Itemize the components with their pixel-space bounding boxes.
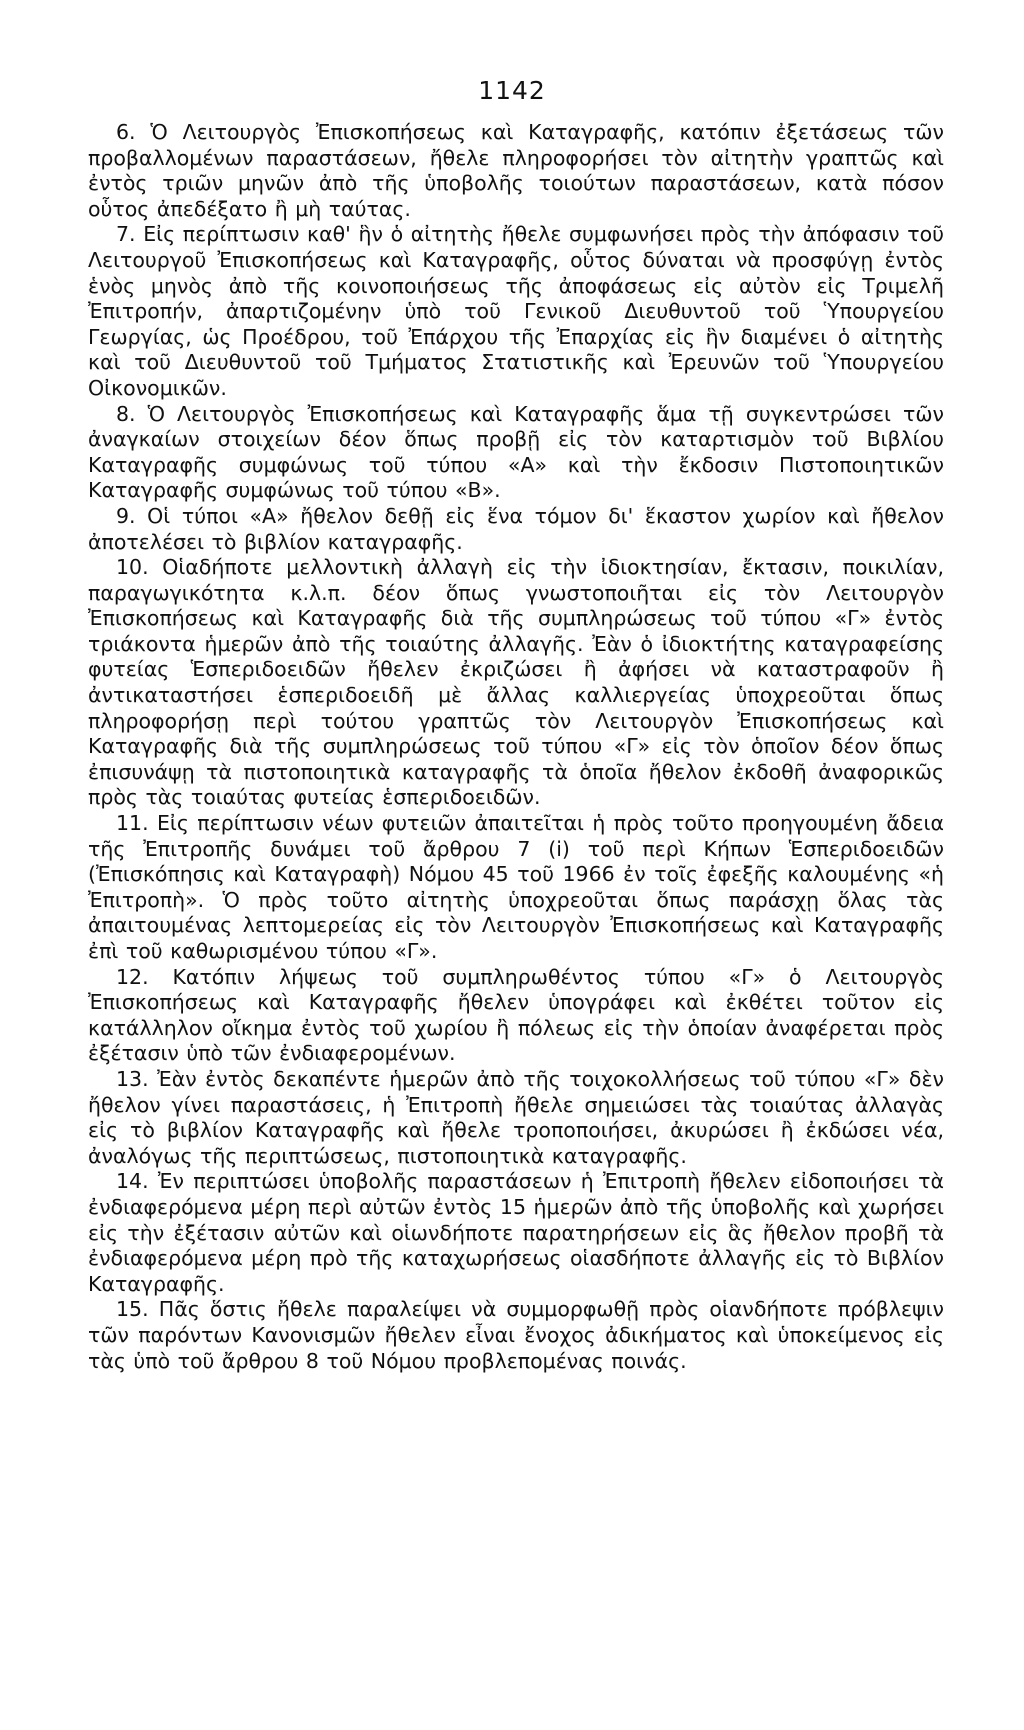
page-number: 1142 (478, 76, 546, 105)
paragraph-6: 6. Ὁ Λειτουργὸς Ἐπισκοπήσεως καὶ Καταγραφῆς, κατόπιν ἐξετάσεως τῶν προβαλλομένων παραστάσεων, ἤθελε πληροφορήσει τὸν αἰτητὴν γραπτῶς καὶ ἐντὸς τριῶν μηνῶν ἀπὸ τῆς ὑποβολῆς τοιούτων παραστάσεων, κατὰ πόσον οὗτος ἀπεδέξατο ἢ μὴ ταύτας. (88, 120, 944, 221)
paragraph-7: 7. Εἰς περίπτωσιν καθ' ἣν ὁ αἰτητὴς ἤθελε συμφωνήσει πρὸς τὴν ἀπόφασιν τοῦ Λειτουργοῦ Ἐπισκοπήσεως καὶ Καταγραφῆς, οὗτος δύναται νὰ προσφύγῃ ἐντὸς ἑνὸς μηνὸς ἀπὸ τῆς κοινοποιήσεως τῆς ἀποφάσεως εἰς αὐτὸν εἰς Τριμελῆ Ἐπιτροπήν, ἀπαρτιζομένην ὑπὸ τοῦ Γενικοῦ Διευθυντοῦ τοῦ Ὑπουργείου Γεωργίας, ὡς Προέδρου, τοῦ Ἐπάρχου τῆς Ἐπαρχίας εἰς ἣν διαμένει ὁ αἰτητὴς καὶ τοῦ Διευθυντοῦ τοῦ Τμήματος Στατιστικῆς καὶ Ἐρευνῶν τοῦ Ὑπουργείου Οἰκονομικῶν. (88, 222, 944, 400)
paragraph-9: 9. Οἱ τύποι «Α» ἤθελον δεθῇ εἰς ἕνα τόμον δι' ἕκαστον χωρίον καὶ ἤθελον ἀποτελέσει τὸ βιβλίον καταγραφῆς. (88, 503, 944, 554)
paragraph-11: 11. Εἰς περίπτωσιν νέων φυτειῶν ἀπαιτεῖται ἡ πρὸς τοῦτο προηγουμένη ἄδεια τῆς Ἐπιτροπῆς δυνάμει τοῦ ἄρθρου 7 (i) τοῦ περὶ Κήπων Ἑσπεριδοειδῶν (Ἐπισκόπησις καὶ Καταγραφὴ) Νόμου 45 τοῦ 1966 ἐν τοῖς ἐφεξῆς καλουμένης «ἡ Ἐπιτροπὴ». Ὁ πρὸς τοῦτο αἰτητὴς ὑποχρεοῦται ὅπως παράσχῃ ὅλας τὰς ἀπαιτουμένας λεπτομερείας εἰς τὸν Λειτουργὸν Ἐπισκοπήσεως καὶ Καταγραφῆς ἐπὶ τοῦ καθωρισμένου τύπου «Γ». (88, 811, 944, 963)
paragraph-14: 14. Ἐν περιπτώσει ὑποβολῆς παραστάσεων ἡ Ἐπιτροπὴ ἤθελεν εἰδοποιήσει τὰ ἐνδιαφερόμενα μέρη περὶ αὐτῶν ἐντὸς 15 ἡμερῶν ἀπὸ τῆς ὑποβολῆς καὶ χωρήσει εἰς τὴν ἐξέτασιν αὐτῶν καὶ οἱωνδήποτε παρατηρήσεων εἰς ἃς ἤθελον προβῆ τὰ ἐνδιαφερόμενα μέρη πρὸ τῆς καταχωρήσεως οἱασδήποτε ἀλλαγῆς εἰς τὸ Βιβλίον Καταγραφῆς. (88, 1169, 944, 1296)
paragraph-12: 12. Κατόπιν λήψεως τοῦ συμπληρωθέντος τύπου «Γ» ὁ Λειτουργὸς Ἐπισκοπήσεως καὶ Καταγραφῆς ἤθελεν ὑπογράφει καὶ ἐκθέτει τοῦτον εἰς κατάλληλον οἴκημα ἐντὸς τοῦ χωρίου ἢ πόλεως εἰς τὴν ὁποίαν ἀναφέρεται πρὸς ἐξέτασιν ὑπὸ τῶν ἐνδιαφερομένων. (88, 964, 944, 1066)
paragraph-8: 8. Ὁ Λειτουργὸς Ἐπισκοπήσεως καὶ Καταγραφῆς ἅμα τῇ συγκεντρώσει τῶν ἀναγκαίων στοιχείων δέον ὅπως προβῇ εἰς τὸν καταρτισμὸν τοῦ Βιβλίου Καταγραφῆς συμφώνως τοῦ τύπου «Α» καὶ τὴν ἔκδοσιν Πιστοποιητικῶν Καταγραφῆς συμφώνως τοῦ τύπου «Β». (88, 401, 944, 503)
paragraph-15: 15. Πᾶς ὅστις ἤθελε παραλείψει νὰ συμμορφωθῇ πρὸς οἱανδήποτε πρόβλεψιν τῶν παρόντων Κανονισμῶν ἤθελεν εἶναι ἔνοχος ἀδικήματος καὶ ὑποκείμενος εἰς τὰς ὑπὸ τοῦ ἄρθρου 8 τοῦ Νόμου προβλεπομένας ποινάς. (88, 1297, 944, 1373)
paragraph-13: 13. Ἐὰν ἐντὸς δεκαπέντε ἡμερῶν ἀπὸ τῆς τοιχοκολλήσεως τοῦ τύπου «Γ» δὲν ἤθελον γίνει παραστάσεις, ἡ Ἐπιτροπὴ ἤθελε σημειώσει τὰς τοιαύτας ἀλλαγὰς εἰς τὸ βιβλίον Καταγραφῆς καὶ ἤθελε τροποποιήσει, ἀκυρώσει ἢ ἐκδώσει νέα, ἀναλόγως τῆς περιπτώσεως, πιστοποιητικὰ καταγραφῆς. (88, 1066, 944, 1168)
regulations-text (88, 120, 944, 1374)
paragraph-10: 10. Οἱαδήποτε μελλοντικὴ ἀλλαγὴ εἰς τὴν ἰδιοκτησίαν, ἔκτασιν, ποικιλίαν, παραγωγικότητα κ.λ.π. δέον ὅπως γνωστοποιῆται εἰς τὸν Λειτουργὸν Ἐπισκοπήσεως καὶ Καταγραφῆς διὰ τῆς συμπληρώσεως τοῦ τύπου «Γ» ἐντὸς τριάκοντα ἡμερῶν ἀπὸ τῆς τοιαύτης ἀλλαγῆς. Ἐὰν ὁ ἰδιοκτήτης καταγραφείσης φυτείας Ἑσπεριδοειδῶν ἤθελεν ἐκριζώσει ἢ ἀφήσει νὰ καταστραφοῦν ἢ ἀντικαταστήσει ἑσπεριδοειδῆ μὲ ἄλλας καλλιεργείας ὑποχρεοῦται ὅπως πληροφορήσῃ περὶ τούτου γραπτῶς τὸν Λειτουργὸν Ἐπισκοπήσεως καὶ Καταγραφῆς διὰ τῆς συμπληρώσεως τοῦ τύπου «Γ» εἰς τὸν ὁποῖον δέον ὅπως ἐπισυνάψῃ τὰ πιστοποιητικὰ καταγραφῆς τὰ ὁποῖα ἤθελον ἐκδοθῆ ἀναφορικῶς πρὸς τὰς τοιαύτας φυτείας ἑσπεριδοειδῶν. (88, 555, 944, 810)
